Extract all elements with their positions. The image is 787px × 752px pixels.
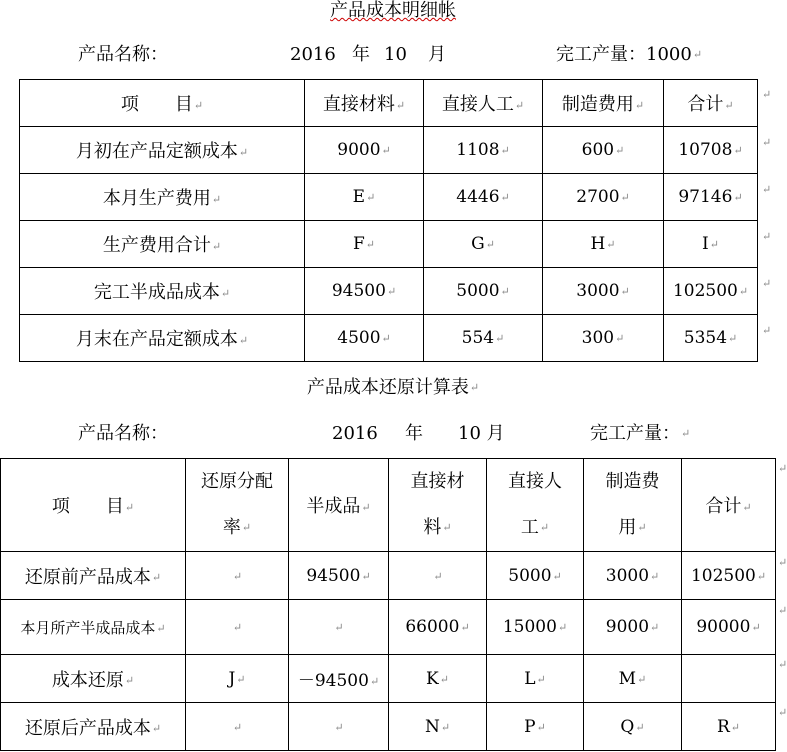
header-ratio: 还原分配 率↵ — [186, 459, 289, 552]
cell: R↵ — [682, 703, 776, 751]
row-end-mark: ↵ — [778, 556, 787, 569]
cell: F↵ — [305, 221, 424, 268]
header-total: 合计↵ — [682, 459, 776, 552]
cost-detail-table — [19, 79, 758, 362]
row-label: 生产费用合计↵ — [20, 221, 305, 268]
cell: 102500↵ — [682, 552, 776, 600]
table-row — [1, 600, 776, 655]
row-label: 本月所产半成品成本↵ — [1, 600, 186, 655]
table1-output-label: 完工产量：1000↵ — [556, 44, 703, 65]
table2-year-unit: 年 — [405, 423, 423, 444]
table2-title: 产品成本还原计算表↵ — [306, 377, 480, 398]
cell: 9000↵ — [584, 600, 682, 655]
cell: 5000↵ — [424, 268, 543, 315]
cell: ↵ — [289, 600, 389, 655]
table2-product-label: 产品名称： — [78, 423, 168, 444]
row-label: 本月生产费用↵ — [20, 174, 305, 221]
table1-month-unit: 月 — [428, 44, 446, 65]
table-row — [20, 174, 758, 221]
cell: 15000↵ — [487, 600, 584, 655]
cell — [682, 655, 776, 703]
cell: 94500↵ — [305, 268, 424, 315]
row-label: 成本还原↵ — [1, 655, 186, 703]
header-labor: 直接人 工↵ — [487, 459, 584, 552]
cost-restore-table — [0, 458, 776, 751]
cell: 4446↵ — [424, 174, 543, 221]
table-row — [20, 268, 758, 315]
table-row — [20, 221, 758, 268]
table-header-row — [20, 80, 758, 127]
cell: 5354↵ — [664, 315, 758, 362]
cell: 66000↵ — [389, 600, 487, 655]
row-label: 完工半成品成本↵ — [20, 268, 305, 315]
row-end-mark: ↵ — [778, 462, 787, 475]
table1-month: 10 — [384, 44, 407, 65]
cell: I↵ — [664, 221, 758, 268]
row-label: 月末在产品定额成本↵ — [20, 315, 305, 362]
row-label: 还原前产品成本↵ — [1, 552, 186, 600]
cell: G↵ — [424, 221, 543, 268]
cell: 2700↵ — [543, 174, 664, 221]
table-row — [1, 703, 776, 751]
cell: ↵ — [289, 703, 389, 751]
table2-year: 2016 — [332, 423, 378, 444]
header-total: 合计↵ — [664, 80, 758, 127]
cell: 10708↵ — [664, 127, 758, 174]
header-overhead: 制造费 用↵ — [584, 459, 682, 552]
row-label: 月初在产品定额成本↵ — [20, 127, 305, 174]
cell: 3000↵ — [543, 268, 664, 315]
header-labor: 直接人工↵ — [424, 80, 543, 127]
cell: E↵ — [305, 174, 424, 221]
row-end-mark: ↵ — [778, 658, 787, 671]
table-row — [20, 127, 758, 174]
cell: M↵ — [584, 655, 682, 703]
cell: 102500↵ — [664, 268, 758, 315]
table-row — [1, 552, 776, 600]
header-semi: 半成品↵ — [289, 459, 389, 552]
cell: K↵ — [389, 655, 487, 703]
header-material: 直接材 料↵ — [389, 459, 487, 552]
table1-title: 产品成本明细帐 — [330, 0, 456, 21]
row-end-mark: ↵ — [762, 277, 772, 290]
table2-output-label: 完工产量：↵ — [590, 423, 691, 444]
cell: 97146↵ — [664, 174, 758, 221]
row-end-mark: ↵ — [762, 88, 772, 101]
row-label: 还原后产品成本↵ — [1, 703, 186, 751]
header-overhead: 制造费用↵ — [543, 80, 664, 127]
cell: －94500↵ — [289, 655, 389, 703]
cell: ↵ — [186, 703, 289, 751]
cell: P↵ — [487, 703, 584, 751]
cell: 1108↵ — [424, 127, 543, 174]
row-end-mark: ↵ — [762, 183, 772, 196]
cell: 4500↵ — [305, 315, 424, 362]
row-end-mark: ↵ — [778, 604, 787, 617]
cell: 554↵ — [424, 315, 543, 362]
row-end-mark: ↵ — [762, 230, 772, 243]
cell: 600↵ — [543, 127, 664, 174]
cell: N↵ — [389, 703, 487, 751]
table-row — [1, 655, 776, 703]
cell: 9000↵ — [305, 127, 424, 174]
cell: Q↵ — [584, 703, 682, 751]
cell: ↵ — [389, 552, 487, 600]
cell: ↵ — [186, 552, 289, 600]
table1-product-label: 产品名称： — [78, 44, 168, 65]
cell: 90000↵ — [682, 600, 776, 655]
table1-year: 2016 — [290, 44, 336, 65]
table2-month: 10 月 — [458, 423, 505, 444]
table-header-row — [1, 459, 776, 552]
cell: 300↵ — [543, 315, 664, 362]
cell: 94500↵ — [289, 552, 389, 600]
row-end-mark: ↵ — [762, 136, 772, 149]
header-material: 直接材料↵ — [305, 80, 424, 127]
row-end-mark: ↵ — [778, 706, 787, 719]
cell: L↵ — [487, 655, 584, 703]
cell: 5000↵ — [487, 552, 584, 600]
table-row — [20, 315, 758, 362]
cell: 3000↵ — [584, 552, 682, 600]
table1-year-unit: 年 — [352, 44, 370, 65]
cell: ↵ — [186, 600, 289, 655]
cell: J↵ — [186, 655, 289, 703]
header-item: 项 目↵ — [20, 80, 305, 127]
header-item: 项 目↵ — [1, 459, 186, 552]
row-end-mark: ↵ — [762, 324, 772, 337]
cell: H↵ — [543, 221, 664, 268]
